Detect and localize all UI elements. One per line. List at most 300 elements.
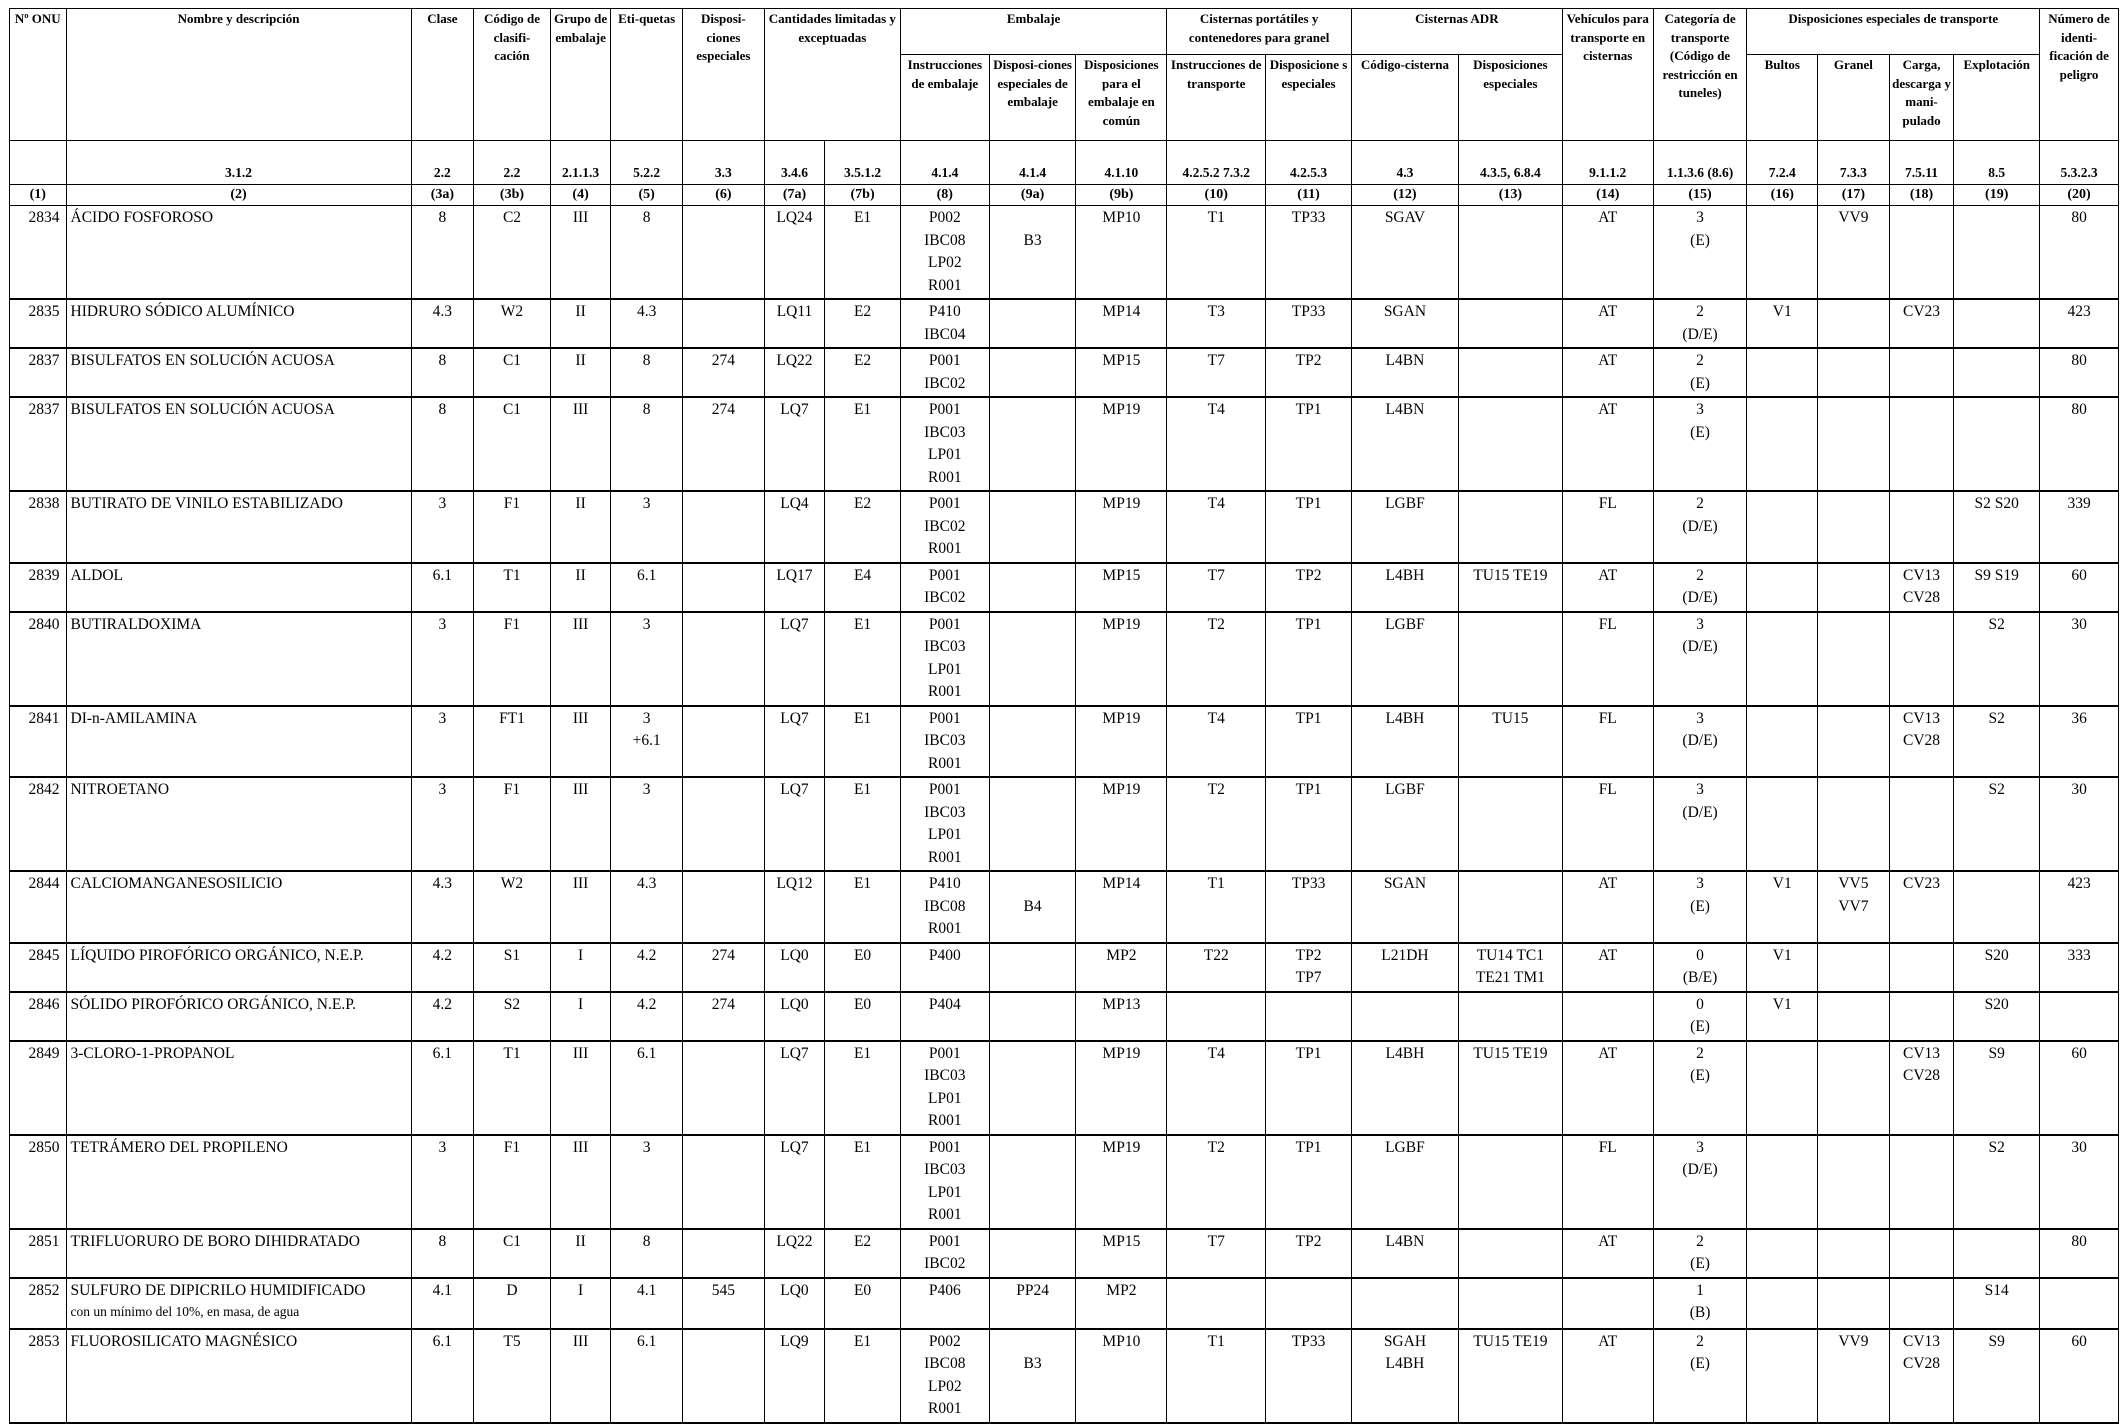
- packing-instr-cell: P001 IBC02 R001: [900, 491, 989, 563]
- granel-cell: [1818, 1229, 1890, 1278]
- disposiciones-cell: 545: [683, 1278, 765, 1329]
- carga-cell: CV23: [1889, 871, 1954, 943]
- portable-tank-disp-cell: [1266, 992, 1352, 1041]
- un-number: 2837: [10, 348, 67, 397]
- column-number-cell: (9a): [989, 185, 1076, 206]
- bultos-cell: [1747, 1329, 1818, 1423]
- un-number: 2850: [10, 1135, 67, 1229]
- section-ref-cell: 4.3: [1351, 141, 1458, 185]
- transport-category-cell: 2 (D/E): [1653, 563, 1747, 612]
- section-ref-cell: 4.2.5.3: [1266, 141, 1352, 185]
- excepted-qty-cell: E1: [825, 1329, 901, 1423]
- vehicle-cell: AT: [1562, 563, 1653, 612]
- un-number: 2846: [10, 992, 67, 1041]
- disposiciones-cell: 274: [683, 397, 765, 491]
- adr-tank-disp-cell: [1458, 299, 1562, 348]
- granel-cell: VV5 VV7: [1818, 871, 1890, 943]
- substance-name: BUTIRALDOXIMA: [66, 612, 411, 706]
- granel-cell: [1818, 1278, 1890, 1329]
- excepted-qty-cell: E1: [825, 1041, 901, 1135]
- header-emb-disp: Disposi-ciones especiales de embalaje: [989, 55, 1076, 141]
- bultos-cell: [1747, 206, 1818, 300]
- disposiciones-cell: 274: [683, 348, 765, 397]
- portable-tank-disp-cell: TP1: [1266, 1135, 1352, 1229]
- excepted-qty-cell: E2: [825, 1229, 901, 1278]
- adr-tank-code-cell: [1351, 1278, 1458, 1329]
- packing-disp-cell: B3: [989, 1329, 1076, 1423]
- granel-cell: [1818, 992, 1890, 1041]
- carga-cell: CV13 CV28: [1889, 706, 1954, 778]
- section-ref-cell: 5.3.2.3: [2040, 141, 2119, 185]
- header-adr-codigo: Código-cisterna: [1351, 55, 1458, 141]
- vehicle-cell: [1562, 1278, 1653, 1329]
- adr-tank-code-cell: SGAN: [1351, 871, 1458, 943]
- table-row: [10, 1041, 2119, 1135]
- granel-cell: [1818, 777, 1890, 871]
- substance-name: TETRÁMERO DEL PROPILENO: [66, 1135, 411, 1229]
- etiquetas-cell: 6.1: [611, 563, 683, 612]
- adr-tank-code-cell: SGAV: [1351, 206, 1458, 300]
- excepted-qty-cell: E0: [825, 1278, 901, 1329]
- column-number-cell: (10): [1167, 185, 1266, 206]
- codigo-cell: T1: [474, 1041, 551, 1135]
- packing-instr-cell: P001 IBC02: [900, 1229, 989, 1278]
- packing-instr-cell: P001 IBC03 R001: [900, 706, 989, 778]
- clase-cell: 6.1: [411, 1329, 474, 1423]
- granel-cell: [1818, 348, 1890, 397]
- adr-tank-code-cell: L21DH: [1351, 943, 1458, 992]
- portable-tank-instr-cell: [1167, 992, 1266, 1041]
- carga-cell: CV13 CV28: [1889, 563, 1954, 612]
- disposiciones-cell: 274: [683, 943, 765, 992]
- clase-cell: 8: [411, 1229, 474, 1278]
- portable-tank-instr-cell: T2: [1167, 777, 1266, 871]
- carga-cell: [1889, 1135, 1954, 1229]
- codigo-cell: C1: [474, 1229, 551, 1278]
- un-number: 2852: [10, 1278, 67, 1329]
- adr-tank-disp-cell: [1458, 871, 1562, 943]
- column-number-cell: (7a): [764, 185, 825, 206]
- column-number-cell: (4): [550, 185, 611, 206]
- un-number: 2853: [10, 1329, 67, 1423]
- adr-tank-code-cell: SGAH L4BH: [1351, 1329, 1458, 1423]
- grupo-cell: II: [550, 491, 611, 563]
- packing-instr-cell: P406: [900, 1278, 989, 1329]
- codigo-cell: S2: [474, 992, 551, 1041]
- header-adr-disp: Disposiciones especiales: [1458, 55, 1562, 141]
- packing-disp-cell: [989, 992, 1076, 1041]
- transport-category-cell: 3 (D/E): [1653, 706, 1747, 778]
- packing-disp-cell: [989, 943, 1076, 992]
- section-ref-cell: 3.4.6: [764, 141, 825, 185]
- carga-cell: [1889, 943, 1954, 992]
- grupo-cell: I: [550, 992, 611, 1041]
- table-row: [10, 348, 2119, 397]
- granel-cell: [1818, 299, 1890, 348]
- codigo-cell: F1: [474, 612, 551, 706]
- limited-qty-cell: LQ0: [764, 943, 825, 992]
- explotacion-cell: S9: [1954, 1329, 2040, 1423]
- column-number-cell: (15): [1653, 185, 1747, 206]
- granel-cell: [1818, 1135, 1890, 1229]
- carga-cell: [1889, 1278, 1954, 1329]
- etiquetas-cell: 3 +6.1: [611, 706, 683, 778]
- column-number-cell: (17): [1818, 185, 1890, 206]
- transport-category-cell: 3 (D/E): [1653, 1135, 1747, 1229]
- adr-tank-disp-cell: TU15 TE19: [1458, 563, 1562, 612]
- portable-tank-disp-cell: TP1: [1266, 491, 1352, 563]
- substance-name: ÁCIDO FOSFOROSO: [66, 206, 411, 300]
- limited-qty-cell: LQ11: [764, 299, 825, 348]
- mixed-packing-cell: MP2: [1076, 1278, 1167, 1329]
- adr-tank-code-cell: L4BN: [1351, 397, 1458, 491]
- explotacion-cell: [1954, 1229, 2040, 1278]
- excepted-qty-cell: E1: [825, 871, 901, 943]
- bultos-cell: V1: [1747, 299, 1818, 348]
- section-ref-cell: 7.3.3: [1818, 141, 1890, 185]
- section-ref-cell: 4.3.5, 6.8.4: [1458, 141, 1562, 185]
- hazard-number-cell: [2040, 992, 2119, 1041]
- mixed-packing-cell: MP10: [1076, 206, 1167, 300]
- explotacion-cell: S2: [1954, 777, 2040, 871]
- codigo-cell: FT1: [474, 706, 551, 778]
- portable-tank-instr-cell: T4: [1167, 706, 1266, 778]
- substance-name: 3-CLORO-1-PROPANOL: [66, 1041, 411, 1135]
- document-page: [9, 8, 2119, 1424]
- hazard-number-cell: 80: [2040, 206, 2119, 300]
- grupo-cell: III: [550, 706, 611, 778]
- transport-category-cell: 3 (E): [1653, 397, 1747, 491]
- portable-tank-instr-cell: T7: [1167, 563, 1266, 612]
- bultos-cell: [1747, 706, 1818, 778]
- table-row: [10, 1135, 2119, 1229]
- grupo-cell: III: [550, 1041, 611, 1135]
- granel-cell: VV9: [1818, 206, 1890, 300]
- un-number: 2851: [10, 1229, 67, 1278]
- transport-category-cell: 2 (E): [1653, 1041, 1747, 1135]
- vehicle-cell: [1562, 992, 1653, 1041]
- packing-disp-cell: B3: [989, 206, 1076, 300]
- hazard-number-cell: 30: [2040, 777, 2119, 871]
- bultos-cell: [1747, 1278, 1818, 1329]
- vehicle-cell: FL: [1562, 777, 1653, 871]
- explotacion-cell: S2: [1954, 706, 2040, 778]
- adr-tank-code-cell: LGBF: [1351, 491, 1458, 563]
- header-carga: Carga, descarga y mani-pulado: [1889, 55, 1954, 141]
- codigo-cell: T5: [474, 1329, 551, 1423]
- table-row: [10, 563, 2119, 612]
- section-ref-cell: 4.1.4: [989, 141, 1076, 185]
- table-row: [10, 397, 2119, 491]
- vehicle-cell: FL: [1562, 612, 1653, 706]
- transport-category-cell: 2 (E): [1653, 1229, 1747, 1278]
- packing-instr-cell: P001 IBC02: [900, 563, 989, 612]
- table-row: [10, 777, 2119, 871]
- bultos-cell: [1747, 1135, 1818, 1229]
- substance-name: LÍQUIDO PIROFÓRICO ORGÁNICO, N.E.P.: [66, 943, 411, 992]
- portable-tank-instr-cell: T1: [1167, 1329, 1266, 1423]
- column-number-cell: (13): [1458, 185, 1562, 206]
- portable-tank-disp-cell: TP1: [1266, 1041, 1352, 1135]
- excepted-qty-cell: E2: [825, 491, 901, 563]
- granel-cell: [1818, 1041, 1890, 1135]
- codigo-cell: W2: [474, 299, 551, 348]
- section-ref-cell: 5.2.2: [611, 141, 683, 185]
- mixed-packing-cell: MP19: [1076, 1041, 1167, 1135]
- explotacion-cell: S9 S19: [1954, 563, 2040, 612]
- bultos-cell: [1747, 563, 1818, 612]
- portable-tank-disp-cell: TP2 TP7: [1266, 943, 1352, 992]
- vehicle-cell: AT: [1562, 943, 1653, 992]
- un-number: 2838: [10, 491, 67, 563]
- vehicle-cell: AT: [1562, 1041, 1653, 1135]
- packing-instr-cell: P400: [900, 943, 989, 992]
- limited-qty-cell: LQ12: [764, 871, 825, 943]
- header-grupo: Grupo de embalaje: [550, 9, 611, 141]
- etiquetas-cell: 3: [611, 612, 683, 706]
- column-number-cell: (7b): [825, 185, 901, 206]
- transport-category-cell: 2 (E): [1653, 1329, 1747, 1423]
- header-vehiculos: Vehículos para transporte en cisternas: [1562, 9, 1653, 141]
- grupo-cell: II: [550, 348, 611, 397]
- limited-qty-cell: LQ0: [764, 992, 825, 1041]
- clase-cell: 4.1: [411, 1278, 474, 1329]
- vehicle-cell: AT: [1562, 1229, 1653, 1278]
- portable-tank-instr-cell: T4: [1167, 397, 1266, 491]
- packing-instr-cell: P002 IBC08 LP02 R001: [900, 1329, 989, 1423]
- adr-tank-disp-cell: [1458, 206, 1562, 300]
- disposiciones-cell: [683, 612, 765, 706]
- vehicle-cell: AT: [1562, 1329, 1653, 1423]
- column-number-cell: (12): [1351, 185, 1458, 206]
- section-ref-cell: [10, 141, 67, 185]
- header-cantidades: Cantidades limitadas y exceptuadas: [764, 9, 900, 141]
- limited-qty-cell: LQ22: [764, 1229, 825, 1278]
- bultos-cell: [1747, 1041, 1818, 1135]
- packing-instr-cell: P410 IBC08 R001: [900, 871, 989, 943]
- excepted-qty-cell: E1: [825, 612, 901, 706]
- section-ref-cell: 3.3: [683, 141, 765, 185]
- excepted-qty-cell: E1: [825, 206, 901, 300]
- packing-instr-cell: P001 IBC03 LP01 R001: [900, 1135, 989, 1229]
- table-row: [10, 943, 2119, 992]
- vehicle-cell: AT: [1562, 348, 1653, 397]
- header-cisternas-adr: Cisternas ADR: [1351, 9, 1562, 55]
- packing-instr-cell: P001 IBC03 LP01 R001: [900, 612, 989, 706]
- header-emb-comun: Disposiciones para el embalaje en común: [1076, 55, 1167, 141]
- adr-tank-disp-cell: TU14 TC1 TE21 TM1: [1458, 943, 1562, 992]
- etiquetas-cell: 8: [611, 206, 683, 300]
- adr-tank-disp-cell: [1458, 348, 1562, 397]
- section-ref-cell: 2.1.1.3: [550, 141, 611, 185]
- excepted-qty-cell: E2: [825, 299, 901, 348]
- table-body: [10, 206, 2119, 1423]
- section-ref-cell: 4.1.10: [1076, 141, 1167, 185]
- column-number-cell: (3a): [411, 185, 474, 206]
- header-granel: Granel: [1818, 55, 1890, 141]
- column-number-cell: (2): [66, 185, 411, 206]
- clase-cell: 4.2: [411, 992, 474, 1041]
- limited-qty-cell: LQ7: [764, 1135, 825, 1229]
- un-number: 2834: [10, 206, 67, 300]
- packing-disp-cell: [989, 299, 1076, 348]
- clase-cell: 3: [411, 612, 474, 706]
- column-number-row: [10, 185, 2119, 206]
- transport-category-cell: 3 (E): [1653, 206, 1747, 300]
- un-number: 2844: [10, 871, 67, 943]
- granel-cell: [1818, 397, 1890, 491]
- excepted-qty-cell: E0: [825, 992, 901, 1041]
- hazard-number-cell: 60: [2040, 563, 2119, 612]
- grupo-cell: III: [550, 777, 611, 871]
- substance-name: NITROETANO: [66, 777, 411, 871]
- explotacion-cell: S20: [1954, 943, 2040, 992]
- carga-cell: [1889, 612, 1954, 706]
- carga-cell: [1889, 992, 1954, 1041]
- header-emb-instr: Instrucciones de embalaje: [900, 55, 989, 141]
- packing-instr-cell: P404: [900, 992, 989, 1041]
- portable-tank-instr-cell: T22: [1167, 943, 1266, 992]
- explotacion-cell: [1954, 299, 2040, 348]
- header-clase: Clase: [411, 9, 474, 141]
- transport-category-cell: 2 (D/E): [1653, 491, 1747, 563]
- portable-tank-instr-cell: T7: [1167, 1229, 1266, 1278]
- section-reference-row: [10, 141, 2119, 185]
- disposiciones-cell: [683, 871, 765, 943]
- etiquetas-cell: 4.3: [611, 299, 683, 348]
- grupo-cell: III: [550, 871, 611, 943]
- adr-tank-code-cell: LGBF: [1351, 1135, 1458, 1229]
- table-row: [10, 992, 2119, 1041]
- column-number-cell: (11): [1266, 185, 1352, 206]
- carga-cell: [1889, 1229, 1954, 1278]
- portable-tank-disp-cell: TP1: [1266, 777, 1352, 871]
- adr-tank-code-cell: L4BH: [1351, 1041, 1458, 1135]
- header-embalaje: Embalaje: [900, 9, 1166, 55]
- column-number-cell: (6): [683, 185, 765, 206]
- bultos-cell: [1747, 1229, 1818, 1278]
- mixed-packing-cell: MP19: [1076, 777, 1167, 871]
- etiquetas-cell: 6.1: [611, 1329, 683, 1423]
- header-categoria: Categoría de transporte (Código de restricción en tuneles): [1653, 9, 1747, 141]
- adr-tank-disp-cell: [1458, 491, 1562, 563]
- portable-tank-disp-cell: [1266, 1278, 1352, 1329]
- portable-tank-disp-cell: TP33: [1266, 1329, 1352, 1423]
- mixed-packing-cell: MP19: [1076, 491, 1167, 563]
- section-ref-cell: 4.2.5.2 7.3.2: [1167, 141, 1266, 185]
- adr-tank-disp-cell: [1458, 612, 1562, 706]
- header-row-1: [10, 9, 2119, 55]
- portable-tank-disp-cell: TP33: [1266, 871, 1352, 943]
- limited-qty-cell: LQ7: [764, 706, 825, 778]
- grupo-cell: I: [550, 943, 611, 992]
- vehicle-cell: AT: [1562, 397, 1653, 491]
- carga-cell: [1889, 348, 1954, 397]
- substance-name: TRIFLUORURO DE BORO DIHIDRATADO: [66, 1229, 411, 1278]
- disposiciones-cell: [683, 491, 765, 563]
- hazard-number-cell: [2040, 1278, 2119, 1329]
- section-ref-cell: 2.2: [411, 141, 474, 185]
- excepted-qty-cell: E1: [825, 777, 901, 871]
- column-number-cell: (14): [1562, 185, 1653, 206]
- transport-category-cell: 0 (E): [1653, 992, 1747, 1041]
- hazard-number-cell: 60: [2040, 1041, 2119, 1135]
- disposiciones-cell: [683, 563, 765, 612]
- section-ref-cell: 3.1.2: [66, 141, 411, 185]
- vehicle-cell: AT: [1562, 871, 1653, 943]
- adr-tank-code-cell: L4BN: [1351, 1229, 1458, 1278]
- adr-tank-disp-cell: [1458, 1278, 1562, 1329]
- header-name: Nombre y descripción: [66, 9, 411, 141]
- packing-disp-cell: [989, 348, 1076, 397]
- portable-tank-instr-cell: T4: [1167, 491, 1266, 563]
- portable-tank-disp-cell: TP1: [1266, 706, 1352, 778]
- table-row: [10, 491, 2119, 563]
- vehicle-cell: FL: [1562, 491, 1653, 563]
- transport-category-cell: 3 (D/E): [1653, 777, 1747, 871]
- granel-cell: [1818, 491, 1890, 563]
- bultos-cell: V1: [1747, 943, 1818, 992]
- limited-qty-cell: LQ0: [764, 1278, 825, 1329]
- packing-disp-cell: [989, 1229, 1076, 1278]
- mixed-packing-cell: MP13: [1076, 992, 1167, 1041]
- etiquetas-cell: 4.3: [611, 871, 683, 943]
- disposiciones-cell: [683, 777, 765, 871]
- clase-cell: 4.3: [411, 871, 474, 943]
- limited-qty-cell: LQ7: [764, 1041, 825, 1135]
- table-row: [10, 206, 2119, 300]
- limited-qty-cell: LQ22: [764, 348, 825, 397]
- grupo-cell: III: [550, 1329, 611, 1423]
- explotacion-cell: S2 S20: [1954, 491, 2040, 563]
- section-ref-cell: 7.2.4: [1747, 141, 1818, 185]
- table-row: [10, 1229, 2119, 1278]
- excepted-qty-cell: E4: [825, 563, 901, 612]
- grupo-cell: III: [550, 612, 611, 706]
- section-ref-cell: 1.1.3.6 (8.6): [1653, 141, 1747, 185]
- portable-tank-instr-cell: T3: [1167, 299, 1266, 348]
- header-codigo: Código de clasifi-cación: [474, 9, 551, 141]
- clase-cell: 4.3: [411, 299, 474, 348]
- substance-name: DI-n-AMILAMINA: [66, 706, 411, 778]
- clase-cell: 6.1: [411, 563, 474, 612]
- packing-disp-cell: [989, 612, 1076, 706]
- substance-name: ALDOL: [66, 563, 411, 612]
- limited-qty-cell: LQ7: [764, 777, 825, 871]
- bultos-cell: [1747, 348, 1818, 397]
- codigo-cell: C1: [474, 348, 551, 397]
- packing-disp-cell: [989, 706, 1076, 778]
- explotacion-cell: S20: [1954, 992, 2040, 1041]
- explotacion-cell: [1954, 206, 2040, 300]
- portable-tank-instr-cell: T1: [1167, 871, 1266, 943]
- clase-cell: 3: [411, 706, 474, 778]
- disposiciones-cell: [683, 1041, 765, 1135]
- codigo-cell: S1: [474, 943, 551, 992]
- packing-disp-cell: [989, 563, 1076, 612]
- etiquetas-cell: 3: [611, 777, 683, 871]
- adr-tank-code-cell: L4BN: [1351, 348, 1458, 397]
- packing-disp-cell: [989, 397, 1076, 491]
- packing-disp-cell: [989, 777, 1076, 871]
- packing-instr-cell: P002 IBC08 LP02 R001: [900, 206, 989, 300]
- un-number: 2837: [10, 397, 67, 491]
- hazard-number-cell: 30: [2040, 1135, 2119, 1229]
- limited-qty-cell: LQ7: [764, 397, 825, 491]
- adr-tank-disp-cell: [1458, 992, 1562, 1041]
- substance-name: SULFURO DE DIPICRILO HUMIDIFICADO con un mínimo del 10%, en masa, de agua: [66, 1278, 411, 1329]
- column-number-cell: (19): [1954, 185, 2040, 206]
